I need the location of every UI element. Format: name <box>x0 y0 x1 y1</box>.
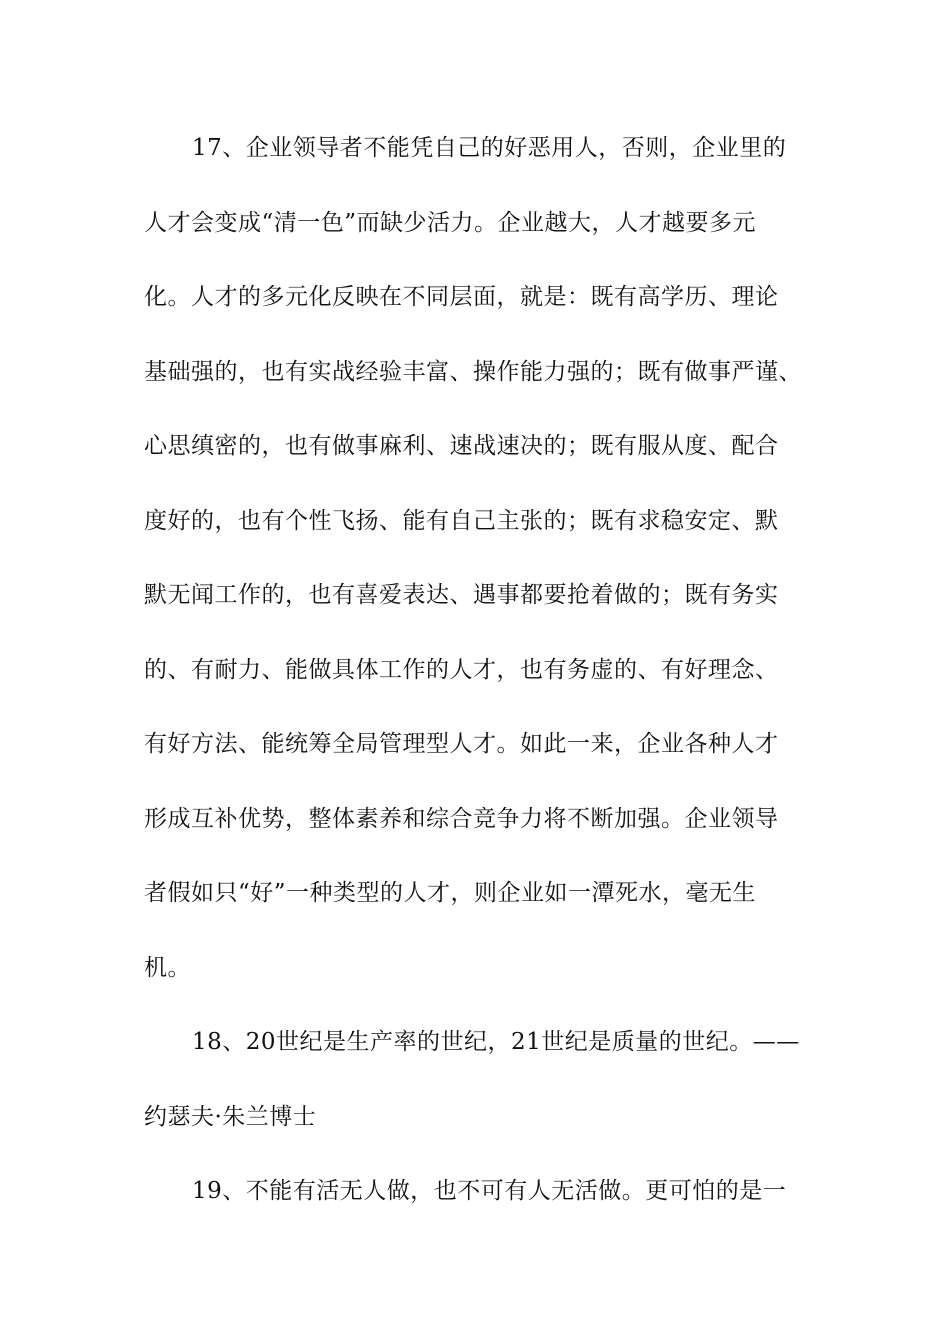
paragraph-17-line-11: 者假如只“好”一种类型的人才，则企业如一潭死水，毫无生 <box>144 880 757 906</box>
paragraph-18-line-2: 约瑟夫·朱兰博士 <box>144 1103 317 1130</box>
paragraph-19-line-1: 19、不能有活无人做，也不可有人无活做。更可怕的是一 <box>192 1178 787 1204</box>
paragraph-17-line-4: 基础强的，也有实战经验丰富、操作能力强的；既有做事严谨、 <box>144 358 802 385</box>
paragraph-17-line-3: 化。人才的多元化反映在不同层面，就是：既有高学历、理论 <box>144 284 779 310</box>
paragraph-18-line-1: 18、20世纪是生产率的世纪，21世纪是质量的世纪。—— <box>192 1029 800 1055</box>
paragraph-17-line-6: 度好的，也有个性飞扬、能有自己主张的；既有求稳安定、默 <box>144 507 779 534</box>
paragraph-17-line-10: 形成互补优势，整体素养和综合竞争力将不断加强。企业领导 <box>144 805 779 832</box>
paragraph-17-line-12: 机。 <box>144 954 191 981</box>
paragraph-17-line-9: 有好方法、能统筹全局管理型人才。如此一来，企业各种人才 <box>144 731 779 757</box>
document-body <box>144 130 814 1248</box>
paragraph-17-line-2: 人才会变成“清一色”而缺少活力。企业越大，人才越要多元 <box>144 209 757 236</box>
paragraph-17-line-5: 心思缜密的，也有做事麻利、速战速决的；既有服从度、配合 <box>144 433 779 459</box>
paragraph-17-line-1: 17、企业领导者不能凭自己的好恶用人，否则，企业里的 <box>192 135 787 161</box>
paragraph-17-line-7: 默无闻工作的，也有喜爱表达、遇事都要抢着做的；既有务实 <box>144 582 779 608</box>
paragraph-17-line-8: 的、有耐力、能做具体工作的人才，也有务虚的、有好理念、 <box>144 656 779 683</box>
